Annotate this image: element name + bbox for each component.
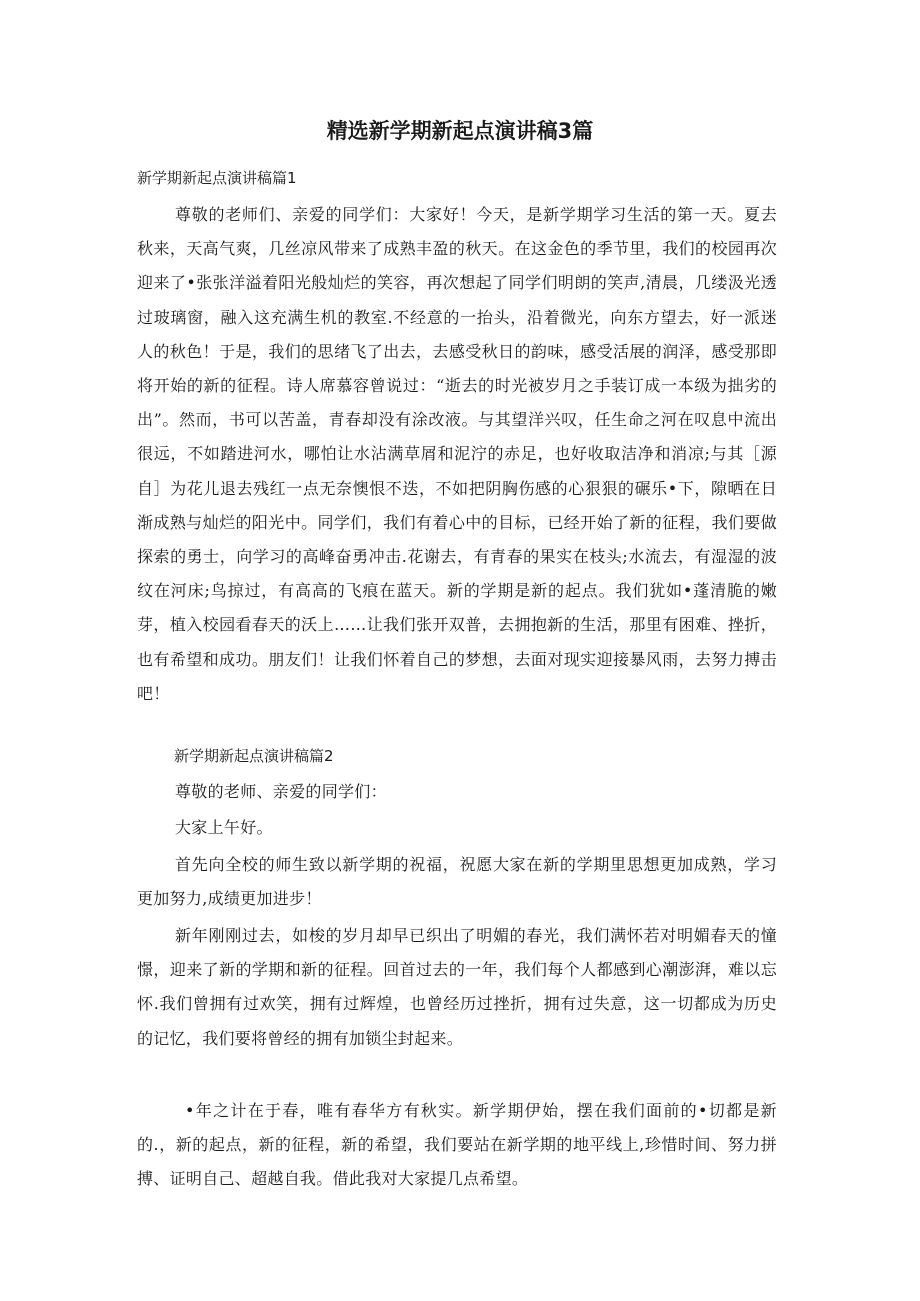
- document-title: 精选新学期新起点演讲稿3篇: [326, 119, 594, 143]
- section-2-greeting: 大家上午好。: [175, 818, 273, 837]
- section-1-heading: 新学期新起点演讲稿篇1: [137, 169, 297, 187]
- section-2-paragraph-1: 首先向全校的师生致以新学期的祝福，祝愿大家在新的学期里思想更加成熟，学习更加努力,成绩更加进步！: [137, 855, 777, 909]
- section-2-salutation: 尊敬的老师、亲爱的同学们：: [175, 782, 387, 801]
- section-1-paragraph: 尊敬的老师们、亲爱的同学们：大家好！今天，是新学期学习生活的第一天。夏去秋来，天高气爽，几丝凉风带来了成熟丰盈的秋天。在这金色的季节里，我们的校园再次迎来了•张张洋溢着阳光般灿烂的笑容，再次想起了同学们明朗的笑声,清晨，几缕汲光透过玻璃窗，融入这充满生机的教室.不经意的一抬头，沿着微光，向东方望去，好一派迷人的秋色！于是，我们的思绪飞了出去，去感受秋日的韵味，感受活展的润泽，感受那即将开始的新的征程。诗人席慕容曾说过：“逝去的时光被岁月之手装订成一本级为拙劣的出”。然而，书可以苦盖，青春却没有涂改液。与其望洋兴叹，任生命之河在叹息中流出很远，不如踏进河水，哪怕让水沾满草屑和泥泞的赤足，也好收取洁净和消凉;与其［源自］为花儿退去残红一点无奈懊恨不迭，不如把阴胸伤感的心狠狠的碾乐•下，隙晒在日渐成熟与灿烂的阳光中。同学们，我们有着心中的目标，已经开始了新的征程，我们要做探索的勇士，向学习的高峰奋勇冲击.花谢去，有青春的果实在枝头;水流去，有湿湿的波纹在河床;鸟掠过，有高高的飞痕在蓝天。新的学期是新的起点。我们犹如•蓬清脆的嫩芽，植入校园看春天的沃上……让我们张开双普，去拥抱新的生活，那里有困难、挫折，也有希望和成功。朋友们！让我们怀着自己的梦想，去面对现实迎接暴风雨，去努力搏击吧！: [137, 205, 777, 703]
- section-2-paragraph-2: 新年刚刚过去，如梭的岁月却早已织出了明媚的春光，我们满怀若对明媚春天的憧憬，迎来了新的学期和新的征程。回首过去的一年，我们每个人都感到心潮澎湃，难以忘怀.我们曾拥有过欢笑，拥有过辉煌，也曾经历过挫折，拥有过失意，这一切都成为历史的记忆，我们要将曾经的拥有加锁尘封起来。: [137, 926, 777, 1048]
- section-2-paragraph-3: •年之计在于春，唯有春华方有秋实。新学期伊始，摆在我们面前的•切都是新的.，新的起点，新的征程，新的希望，我们要站在新学期的地平线上,珍惜时间、努力拼搏、证明自己、超越自我。借此我对大家提几点希望。: [137, 1101, 777, 1189]
- section-2-heading: 新学期新起点演讲稿篇2: [174, 747, 334, 765]
